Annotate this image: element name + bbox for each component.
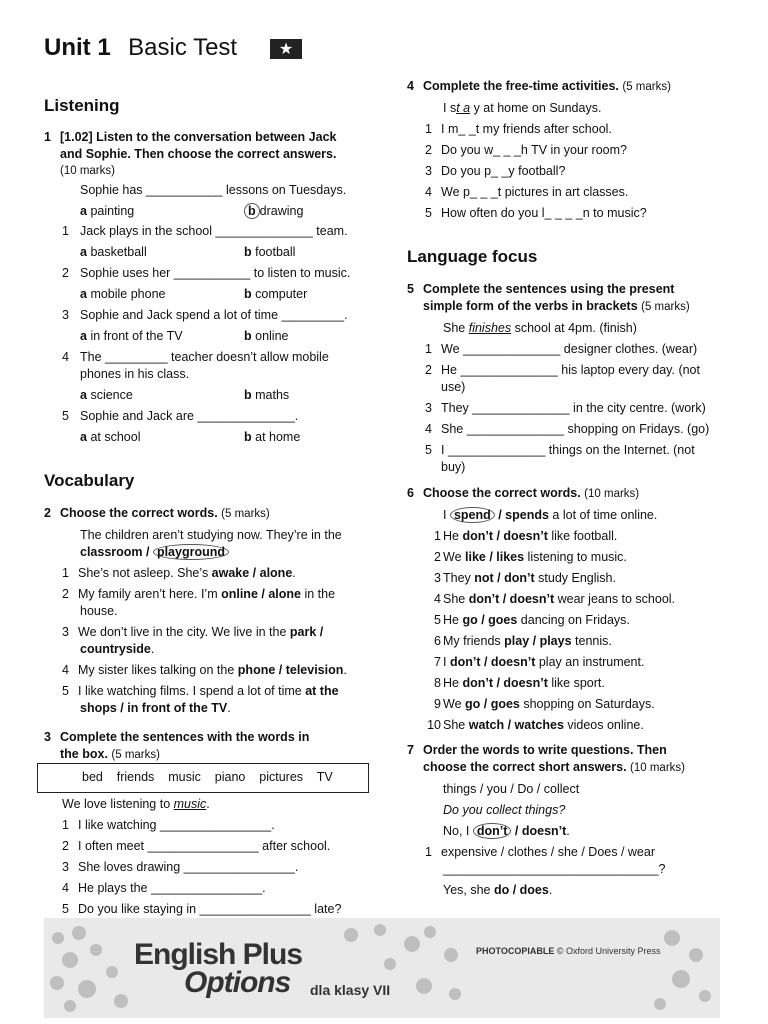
section-heading-vocabulary: Vocabulary: [44, 471, 135, 490]
q1-example: Sophie has ___________ lessons on Tuesdays. a painting b drawing: [80, 183, 347, 218]
unit-label: Unit 1: [44, 34, 111, 61]
page-title: [44, 34, 237, 62]
photocopiable-label: PHOTOCOPIABLE © Oxford University Press: [476, 946, 661, 956]
answer-circle: b: [244, 203, 260, 219]
q3-items: We love listening to music. 1 I like watching ________________. 2 I often meet ________________ after school. 3 She loves drawing ________________. 4 He plays the ________________. 5 Do you like staying in ________________ late?: [62, 797, 342, 916]
question-5: 5 Complete the sentences using the present simple form of the verbs in brackets (5 marks) She finishes school at 4pm. (finish) 1 We ______________ designer clothes. (wear) 2 He ______________ his laptop every day. (not use) 3 They ______________ in the city centre. (work) 4 She ______________ shopping on Fridays. (go) 5 I ______________ things on the Internet. (not buy): [407, 282, 710, 474]
answer-circle: spend: [450, 507, 495, 523]
question-1: 1 [1.02] Listen to the conversation between Jack and Sophie. Then choose the correct answers. (10 marks): [44, 130, 337, 177]
section-heading-listening: Listening: [44, 96, 120, 115]
question-7: 7 Order the words to write questions. Then choose the correct short answers. (10 marks) things / you / Do / collect Do you collect things? No, I don’t / doesn’t. 1 expensive / clothes / she / Does / wear _______________________________? Yes, she do / does.: [407, 743, 685, 897]
answer-circle: playground: [153, 544, 229, 560]
edition-label: dla klasy VII: [310, 982, 391, 998]
q1-items: 1 Jack plays in the school ______________ team. a basketball b football 2 Sophie uses her ___________ to listen to music. a mobile phone b computer 3 Sophie and Jack spend a lot of time _________. a in front of the TV b online 4 The _________ teacher doesn’t allow mobile phones in his class. a science b maths 5 Sophie and Jack are ______________. a at school b at home: [62, 224, 351, 444]
question-3: 3 Complete the sentences with the words in the box. (5 marks): [44, 730, 310, 761]
question-4: 4 Complete the free-time activities. (5 marks) I st a y at home on Sundays. 1 I m_ _t my friends after school. 2 Do you w_ _ _h TV in your room? 3 Do you p_ _y football? 4 We p_ _ _t pictures in art classes. 5 How often do you l_ _ _ _n to music?: [407, 79, 671, 220]
star-icon: ★: [270, 39, 302, 59]
word-box: bed friends music piano pictures TV: [37, 763, 369, 793]
test-label: Basic Test: [128, 34, 238, 61]
question-2: 2 Choose the correct words. (5 marks) The children aren’t studying now. They’re in the classroom / playground 1 She’s not asleep. She’s awake / alone. 2 My family aren’t here. I’m online / alone in the house. 3 We don’t live in the city. We live in the park / countryside. 4 My sister likes talking on the phone / television. 5 I like watching films. I spend a lot of time at the shops / in front of the TV.: [44, 506, 347, 715]
brand-logo-options: Options: [184, 966, 291, 999]
question-6: 6 Choose the correct words. (10 marks) I spend / spends a lot of time online. 1 He don’t / doesn’t like football. 2 We like / likes listening to music. 3 They not / don’t study English. 4 She don’t / doesn’t wear jeans to school. 5 He go / goes dancing on Fridays. 6 My friends play / plays tennis. 7 I don’t / doesn’t play an instrument. 8 He don’t / doesn’t like sport. 9 We go / goes shopping on Saturdays. 10 She watch / watches videos online.: [407, 486, 676, 732]
brand-logo-english-plus: English Plus: [134, 938, 303, 971]
answer-circle: don’t: [473, 823, 512, 839]
footer-band: [44, 918, 720, 1018]
section-heading-language-focus: Language focus: [407, 247, 538, 266]
